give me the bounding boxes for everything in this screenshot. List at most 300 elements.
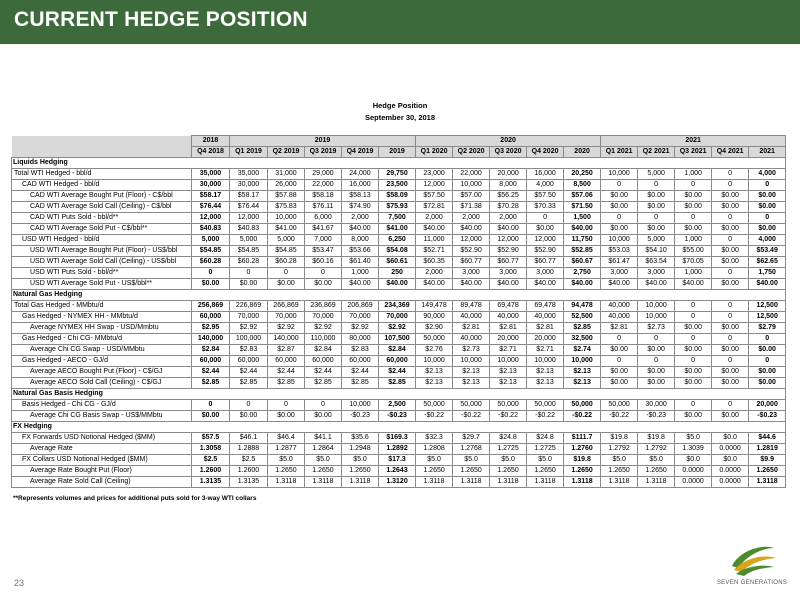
table-cell: 8,500 (564, 180, 601, 191)
table-cell: 30,000 (638, 400, 675, 411)
table-cell: $60.67 (564, 257, 601, 268)
table-cell: $2.81 (453, 323, 490, 334)
table-cell: $62.65 (749, 257, 786, 268)
table-cell: 1.3118 (601, 477, 638, 488)
table-cell: 1.2948 (342, 444, 379, 455)
table-cell: 50,000 (416, 400, 453, 411)
table-cell: 50,000 (564, 400, 601, 411)
table-cell: $0.00 (712, 246, 749, 257)
table-cell: -$0.22 (564, 411, 601, 422)
table-cell: 0 (192, 268, 230, 279)
row-label: Average Chi CG Swap - USD/MMbtu (12, 345, 192, 356)
table-caption-date: September 30, 2018 (364, 113, 436, 122)
column-header: Q3 2021 (675, 147, 712, 158)
table-cell: 0.0000 (675, 466, 712, 477)
table-cell: $2.90 (416, 323, 453, 334)
table-cell: $2.44 (192, 367, 230, 378)
table-cell: 1.2768 (453, 444, 490, 455)
table-cell: -$0.23 (749, 411, 786, 422)
table-cell: 0 (712, 268, 749, 279)
row-label: CAD WTI Puts Sold - bbl/d** (12, 213, 192, 224)
table-cell: 1.3135 (230, 477, 268, 488)
table-cell: 1,000 (675, 235, 712, 246)
table-cell: 2,000 (342, 213, 379, 224)
table-cell: $0.00 (749, 345, 786, 356)
table-cell: $0.0 (675, 455, 712, 466)
table-cell: 1.2892 (379, 444, 416, 455)
table-cell: 0 (712, 334, 749, 345)
table-cell: 110,000 (305, 334, 342, 345)
table-cell: $52.90 (527, 246, 564, 257)
table-cell: $40.00 (675, 279, 712, 290)
table-cell: $0.00 (268, 279, 305, 290)
table-cell: 11,000 (416, 235, 453, 246)
table-cell: 1.3118 (527, 477, 564, 488)
table-cell: 12,000 (490, 235, 527, 246)
table-cell: 1.2808 (416, 444, 453, 455)
table-cell: $76.44 (192, 202, 230, 213)
table-cell: $0.00 (712, 224, 749, 235)
table-cell: 1.3118 (490, 477, 527, 488)
table-cell: $2.44 (379, 367, 416, 378)
table-cell: $0.00 (638, 345, 675, 356)
table-cell: $52.71 (416, 246, 453, 257)
table-cell: 234,369 (379, 301, 416, 312)
table-cell: $0.00 (675, 345, 712, 356)
table-cell: $2.85 (379, 378, 416, 389)
table-cell: $58.17 (192, 191, 230, 202)
table-row (12, 477, 786, 488)
table-cell: 0 (268, 400, 305, 411)
table-cell: 26,000 (268, 180, 305, 191)
table-cell: $0.00 (712, 257, 749, 268)
table-cell: $61.40 (342, 257, 379, 268)
table-cell: 0 (601, 213, 638, 224)
table-cell: 0.0000 (712, 444, 749, 455)
row-label: USD WTI Puts Sold - bbl/d** (12, 268, 192, 279)
table-cell: -$0.22 (601, 411, 638, 422)
table-row (12, 246, 786, 257)
table-cell: $54.10 (638, 246, 675, 257)
table-cell: $0.00 (749, 224, 786, 235)
table-cell: 1.2650 (601, 466, 638, 477)
table-cell: 6,000 (305, 213, 342, 224)
section-label: Natural Gas Hedging (12, 290, 786, 301)
table-cell: $57.50 (416, 191, 453, 202)
table-cell: 1.2650 (490, 466, 527, 477)
table-cell: $2.13 (416, 378, 453, 389)
table-cell: 50,000 (490, 400, 527, 411)
table-cell: $53.49 (749, 246, 786, 257)
table-cell: $40.83 (192, 224, 230, 235)
table-cell: 3,000 (527, 268, 564, 279)
table-cell: 22,000 (305, 180, 342, 191)
table-cell: $58.13 (342, 191, 379, 202)
year-header: 2021 (601, 136, 786, 147)
table-cell: $0.00 (749, 191, 786, 202)
table-cell: $2.85 (268, 378, 305, 389)
table-cell: $0.00 (601, 202, 638, 213)
table-cell: $24.8 (527, 433, 564, 444)
table-cell: 1.2725 (527, 444, 564, 455)
table-cell: -$0.23 (638, 411, 675, 422)
table-cell: $60.28 (268, 257, 305, 268)
table-cell: $5.0 (416, 455, 453, 466)
table-cell: 0 (527, 213, 564, 224)
table-cell: 10,000 (268, 213, 305, 224)
table-cell: $60.35 (416, 257, 453, 268)
table-cell: 0 (749, 356, 786, 367)
table-cell: 20,000 (490, 334, 527, 345)
table-cell: 23,000 (416, 169, 453, 180)
table-cell: $56.25 (490, 191, 527, 202)
table-cell: 1.3120 (379, 477, 416, 488)
table-cell: $2.73 (453, 345, 490, 356)
table-cell: $32.3 (416, 433, 453, 444)
table-cell: $2.92 (230, 323, 268, 334)
table-row (12, 323, 786, 334)
table-cell: $52.85 (564, 246, 601, 257)
table-cell: $61.47 (601, 257, 638, 268)
table-cell: 7,000 (305, 235, 342, 246)
table-cell: 1.2650 (342, 466, 379, 477)
table-cell: 20,000 (527, 334, 564, 345)
table-cell: 80,000 (342, 334, 379, 345)
table-cell: 0 (675, 356, 712, 367)
table-cell: 12,500 (749, 312, 786, 323)
table-cell: 107,500 (379, 334, 416, 345)
table-cell: $0.00 (675, 323, 712, 334)
table-cell: $60.77 (453, 257, 490, 268)
table-cell: $2.84 (305, 345, 342, 356)
table-cell: 140,000 (268, 334, 305, 345)
row-label: CAD WTI Average Sold Call (Ceiling) - C$/bbl (12, 202, 192, 213)
table-cell: $40.00 (342, 224, 379, 235)
table-cell: $0.00 (638, 367, 675, 378)
table-cell: $0.00 (712, 202, 749, 213)
table-cell: $41.00 (268, 224, 305, 235)
column-header: Q1 2021 (601, 147, 638, 158)
row-label: FX Collars USD Notional Hedged ($MM) (12, 455, 192, 466)
table-cell: $5.0 (601, 455, 638, 466)
table-cell: -$0.22 (453, 411, 490, 422)
table-cell: $57.50 (527, 191, 564, 202)
table-cell: 70,000 (230, 312, 268, 323)
table-cell: $0.00 (305, 279, 342, 290)
table-cell: 250 (379, 268, 416, 279)
table-cell: -$0.23 (342, 411, 379, 422)
table-cell: 1.2650 (453, 466, 490, 477)
table-row (12, 301, 786, 312)
table-row (12, 191, 786, 202)
table-cell: 3,000 (601, 268, 638, 279)
column-header: Q2 2020 (453, 147, 490, 158)
row-label: Average Chi CG Basis Swap - US$/MMbtu (12, 411, 192, 422)
table-cell: $72.81 (416, 202, 453, 213)
table-cell: $46.4 (268, 433, 305, 444)
table-cell: 12,000 (527, 235, 564, 246)
column-header: Q2 2021 (638, 147, 675, 158)
table-cell: $70.28 (490, 202, 527, 213)
table-cell: $2.92 (268, 323, 305, 334)
column-header: Q4 2019 (342, 147, 379, 158)
table-cell: 0 (638, 356, 675, 367)
table-cell: 60,000 (342, 356, 379, 367)
table-cell: 1.3118 (416, 477, 453, 488)
column-header: Q4 2018 (192, 147, 230, 158)
table-cell: $71.38 (453, 202, 490, 213)
column-header: 2019 (379, 147, 416, 158)
company-logo (712, 532, 792, 598)
table-cell: 1.3118 (749, 477, 786, 488)
table-cell: 1.2650 (416, 466, 453, 477)
section-label: Liquids Hedging (12, 158, 786, 169)
table-cell: $40.00 (490, 279, 527, 290)
table-cell: $2.76 (416, 345, 453, 356)
table-cell: $57.06 (564, 191, 601, 202)
table-cell: $2.13 (527, 378, 564, 389)
table-cell: 0 (712, 400, 749, 411)
table-cell: 35,000 (230, 169, 268, 180)
table-cell: $57.00 (453, 191, 490, 202)
table-row (12, 279, 786, 290)
row-label: Average Rate (12, 444, 192, 455)
table-cell: $40.00 (453, 224, 490, 235)
table-cell: 0 (268, 268, 305, 279)
table-cell: 1.2819 (749, 444, 786, 455)
table-cell: 30,000 (192, 180, 230, 191)
table-cell: 5,000 (638, 169, 675, 180)
column-header: Q1 2019 (230, 147, 268, 158)
year-header: 2019 (230, 136, 416, 147)
year-header-row (12, 136, 786, 147)
table-cell: 1.2725 (490, 444, 527, 455)
table-cell: $19.8 (564, 455, 601, 466)
table-cell: $40.00 (490, 224, 527, 235)
table-cell: 20,250 (564, 169, 601, 180)
table-cell: 1.2877 (268, 444, 305, 455)
table-cell: -$0.22 (490, 411, 527, 422)
table-cell: 0 (230, 400, 268, 411)
table-cell: 50,000 (453, 400, 490, 411)
table-cell: $2.13 (564, 378, 601, 389)
table-cell: $5.0 (675, 433, 712, 444)
table-row (12, 334, 786, 345)
table-cell: $19.8 (638, 433, 675, 444)
corner-cell (12, 136, 192, 147)
table-cell: 60,000 (379, 356, 416, 367)
table-cell: 4,000 (749, 169, 786, 180)
table-cell: 10,000 (416, 356, 453, 367)
table-cell: $58.18 (305, 191, 342, 202)
table-cell: $2.5 (192, 455, 230, 466)
corner-cell (12, 147, 192, 158)
table-cell: 0 (638, 180, 675, 191)
table-cell: -$0.23 (379, 411, 416, 422)
table-cell: 10,000 (453, 180, 490, 191)
column-header: Q3 2019 (305, 147, 342, 158)
table-cell: $54.85 (230, 246, 268, 257)
title-bar (0, 0, 800, 44)
table-cell: $2.44 (305, 367, 342, 378)
table-cell: 1.2650 (638, 466, 675, 477)
row-label: Gas Hedged - Chi CG- MMbtu/d (12, 334, 192, 345)
table-cell: 1,000 (675, 268, 712, 279)
table-cell: 60,000 (192, 312, 230, 323)
table-cell: 70,000 (305, 312, 342, 323)
table-cell: $60.77 (527, 257, 564, 268)
row-label: USD WTI Average Sold Call (Ceiling) - US$/bbl (12, 257, 192, 268)
row-label: Average Rate Sold Call (Ceiling) (12, 477, 192, 488)
row-label: Average Rate Bought Put (Floor) (12, 466, 192, 477)
table-cell: $2.5 (230, 455, 268, 466)
table-cell: 1.2650 (749, 466, 786, 477)
table-cell: 10,000 (342, 400, 379, 411)
table-cell: $55.00 (675, 246, 712, 257)
row-label: USD WTI Average Sold Put - US$/bbl** (12, 279, 192, 290)
table-row (12, 224, 786, 235)
table-cell: $0.00 (638, 191, 675, 202)
column-header: Q2 2019 (268, 147, 305, 158)
table-cell: 12,000 (192, 213, 230, 224)
table-cell: $5.0 (638, 455, 675, 466)
table-cell: $58.09 (379, 191, 416, 202)
table-cell: 1.3118 (305, 477, 342, 488)
table-cell: $40.00 (453, 279, 490, 290)
table-cell: $0.00 (601, 345, 638, 356)
table-cell: $0.00 (749, 367, 786, 378)
table-cell: 2,000 (453, 213, 490, 224)
section-row (12, 422, 786, 433)
table-cell: 0.0000 (712, 466, 749, 477)
table-cell: 3,000 (453, 268, 490, 279)
table-cell: 0 (230, 268, 268, 279)
table-cell: 12,500 (749, 301, 786, 312)
table-cell: $5.0 (268, 455, 305, 466)
table-cell: 11,750 (564, 235, 601, 246)
table-cell: 70,000 (379, 312, 416, 323)
table-cell: 0 (601, 180, 638, 191)
table-cell: $60.16 (305, 257, 342, 268)
table-row (12, 466, 786, 477)
table-cell: $40.00 (564, 224, 601, 235)
table-cell: $2.84 (379, 345, 416, 356)
table-cell: $5.0 (305, 455, 342, 466)
table-cell: $0.00 (675, 411, 712, 422)
row-label: Average NYMEX HH Swap - USD/Mmbtu (12, 323, 192, 334)
table-cell: 40,000 (527, 312, 564, 323)
table-cell: $2.85 (342, 378, 379, 389)
table-caption-title: Hedge Position (372, 101, 428, 110)
table-row (12, 345, 786, 356)
table-cell: 0 (675, 312, 712, 323)
table-cell: $2.81 (490, 323, 527, 334)
table-cell: $0.00 (230, 279, 268, 290)
table-cell: $76.11 (305, 202, 342, 213)
table-cell: 60,000 (305, 356, 342, 367)
table-cell: 8,000 (490, 180, 527, 191)
table-cell: 40,000 (453, 312, 490, 323)
table-cell: 0 (675, 400, 712, 411)
table-cell: 50,000 (527, 400, 564, 411)
table-cell: 5,000 (192, 235, 230, 246)
table-cell: 206,869 (342, 301, 379, 312)
table-cell: $40.00 (564, 279, 601, 290)
table-cell: $40.00 (342, 279, 379, 290)
table-cell: 1.3058 (192, 444, 230, 455)
footnote: **Represents volumes and prices for additional puts sold for 3-way WTI collars (13, 495, 257, 502)
table-cell: $0.00 (601, 378, 638, 389)
table-cell: 7,500 (379, 213, 416, 224)
row-label: Average AECO Bought Put (Floor) - C$/GJ (12, 367, 192, 378)
table-cell: 12,000 (416, 180, 453, 191)
table-cell: $70.33 (527, 202, 564, 213)
table-cell: $0.00 (749, 378, 786, 389)
table-cell: 6,250 (379, 235, 416, 246)
table-cell: 149,478 (416, 301, 453, 312)
table-cell: $111.7 (564, 433, 601, 444)
table-cell: 70,000 (268, 312, 305, 323)
table-cell: 236,869 (305, 301, 342, 312)
table-cell: $2.85 (305, 378, 342, 389)
table-cell: $0.00 (675, 378, 712, 389)
table-cell: 10,000 (527, 356, 564, 367)
table-cell: 1.2600 (230, 466, 268, 477)
table-cell: $2.13 (453, 378, 490, 389)
table-cell: 0 (712, 312, 749, 323)
table-row (12, 433, 786, 444)
table-cell: $0.00 (527, 224, 564, 235)
table-cell: $0.00 (712, 191, 749, 202)
table-cell: 0 (601, 356, 638, 367)
table-cell: $0.00 (712, 323, 749, 334)
table-cell: $0.00 (638, 378, 675, 389)
table-row (12, 202, 786, 213)
table-cell: $0.00 (601, 367, 638, 378)
table-cell: 0 (749, 180, 786, 191)
row-label: Total WTI Hedged - bbl/d (12, 169, 192, 180)
table-cell: 10,000 (638, 312, 675, 323)
table-cell: $2.84 (192, 345, 230, 356)
column-header: Q4 2021 (712, 147, 749, 158)
table-cell: 10,000 (601, 235, 638, 246)
table-cell: 10,000 (601, 169, 638, 180)
hedge-position-table (11, 135, 786, 488)
table-cell: 1.2792 (638, 444, 675, 455)
table-cell: 69,478 (490, 301, 527, 312)
table-cell: 24,000 (342, 169, 379, 180)
table-cell: $2.85 (230, 378, 268, 389)
table-cell: $0.00 (192, 279, 230, 290)
table-cell: $5.0 (453, 455, 490, 466)
section-row (12, 290, 786, 301)
table-cell: $2.83 (230, 345, 268, 356)
table-cell: $0.00 (712, 367, 749, 378)
table-cell: $60.28 (192, 257, 230, 268)
table-cell: $0.00 (749, 202, 786, 213)
table-cell: $0.00 (601, 224, 638, 235)
table-cell: $0.00 (712, 411, 749, 422)
table-cell: $0.00 (230, 411, 268, 422)
table-cell: 2,750 (564, 268, 601, 279)
logo-text: SEVEN GENERATIONS (716, 580, 788, 586)
table-cell: 2,000 (416, 213, 453, 224)
table-cell: 31,000 (268, 169, 305, 180)
table-cell: 100,000 (230, 334, 268, 345)
table-cell: $2.13 (490, 378, 527, 389)
table-cell: 22,000 (453, 169, 490, 180)
table-cell: 1.2650 (564, 466, 601, 477)
